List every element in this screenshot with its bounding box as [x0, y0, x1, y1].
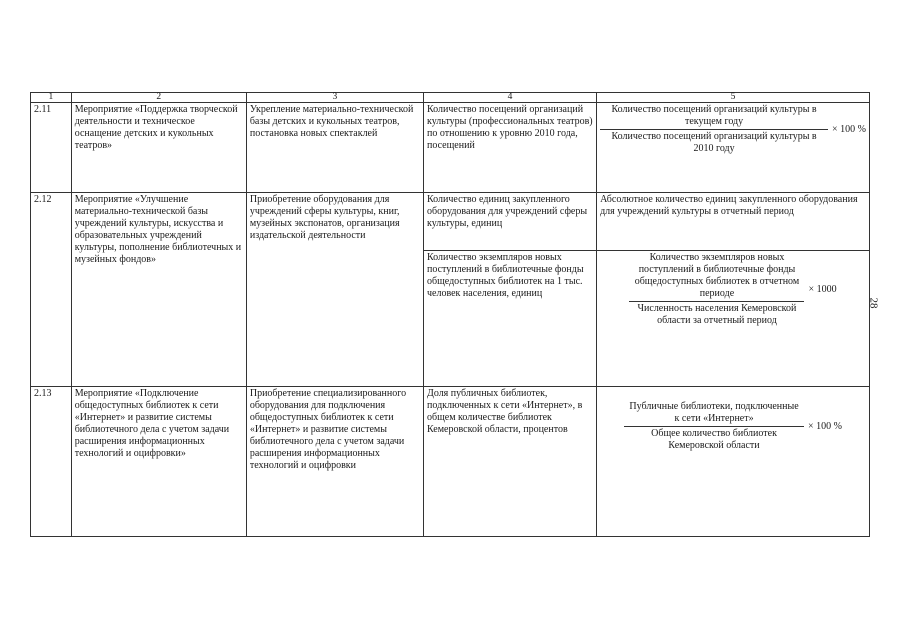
formula-cell [597, 103, 870, 193]
numerator: Количество посещений организаций культуры в текущем году [600, 104, 828, 130]
row-number: 2.13 [31, 387, 72, 537]
event-cell: Мероприятие «Подключение общедоступных библиотек к сети «Интернет» и развитие системы библиотечного дела с учетом задачи расширения информационных технологий и оцифровки» [71, 387, 246, 537]
row-number: 2.11 [31, 103, 72, 193]
page-number: 28 [867, 297, 880, 309]
fraction [624, 401, 842, 452]
formula-cell: Абсолютное количество единиц закупленного оборудования для учреждений культуры в отчетный период [597, 193, 870, 251]
fraction [600, 104, 866, 155]
denominator: Количество посещений организаций культуры в 2010 году [611, 131, 817, 154]
formula-cell [597, 251, 870, 387]
header-cell: 3 [246, 93, 423, 103]
multiplier: × 1000 [808, 283, 837, 295]
formula-cell [597, 387, 870, 537]
event-cell: Мероприятие «Поддержка творческой деятельности и техническое оснащение детских и кукольных театров» [71, 103, 246, 193]
numerator: Количество экземпляров новых поступлений в библиотечные фонды общедоступных библиотек в отчетном периоде [629, 252, 804, 302]
numerator: Публичные библиотеки, подключенные к сети «Интернет» [624, 401, 804, 427]
multiplier: × 100 % [808, 420, 843, 432]
table-row [31, 387, 870, 537]
row-number: 2.12 [31, 193, 72, 387]
indicator-cell: Количество экземпляров новых поступлений в библиотечные фонды общедоступных библиотек на 1 тыс. человек населения, единиц [424, 251, 597, 387]
indicators-table [30, 92, 870, 537]
indicator-cell: Доля публичных библиотек, подключенных к сети «Интернет», в общем количестве библиотек Кемеровской области, процентов [424, 387, 597, 537]
denominator: Численность населения Кемеровской области за отчетный период [637, 303, 797, 326]
indicator-cell: Количество посещений организаций культуры (профессиональных театров) по отношению к уровню 2010 года, посещений [424, 103, 597, 193]
header-cell: 5 [597, 93, 870, 103]
table-row [31, 193, 870, 251]
table-header-row [31, 93, 870, 103]
header-cell: 1 [31, 93, 72, 103]
header-cell: 4 [424, 93, 597, 103]
table-row [31, 103, 870, 193]
fraction [629, 252, 836, 327]
denominator: Общее количество библиотек Кемеровской области [651, 428, 777, 451]
event-cell: Мероприятие «Улучшение материально-технической базы учреждений культуры, искусства и образовательных учреждений культуры, пополнение библиотечных и музейных фондов» [71, 193, 246, 387]
result-cell: Укрепление материально-технической базы детских и кукольных театров, постановка новых спектаклей [246, 103, 423, 193]
indicator-cell: Количество единиц закупленного оборудования для учреждений сферы культуры, единиц [424, 193, 597, 251]
multiplier: × 100 % [832, 123, 866, 135]
result-cell: Приобретение оборудования для учреждений сферы культуры, книг, музейных экспонатов, организация издательской деятельности [246, 193, 423, 387]
result-cell: Приобретение специализированного оборудования для подключения общедоступных библиотек к сети «Интернет» и развитие системы библиотечного дела с учетом задачи расширения информационных технологий и оцифровки [246, 387, 423, 537]
header-cell: 2 [71, 93, 246, 103]
